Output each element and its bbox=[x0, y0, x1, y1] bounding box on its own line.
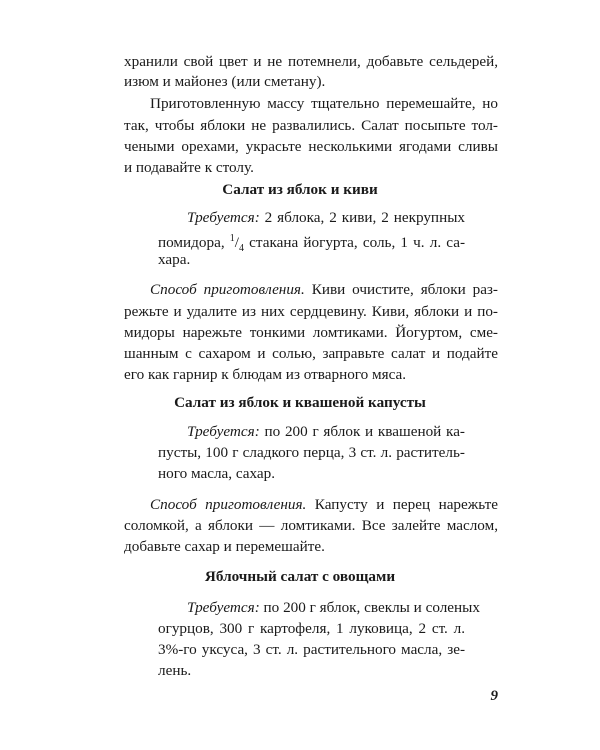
recipe-1-requirements-line-2: помидора, $^1/_4$ стакана йогурта, соль, 1 ч. л. са- bbox=[158, 233, 465, 255]
recipe-1-requirements-line-1: Требуется: 2 яблока, 2 киви, 2 некрупных bbox=[187, 209, 465, 226]
recipe-2-requirements-line-3: ного масла, сахар. bbox=[158, 465, 276, 482]
requirements-label: Требуется: bbox=[187, 209, 260, 226]
recipe-2-title: Салат из яблок и квашеной капусты bbox=[174, 394, 426, 411]
intro-line-6: и подавайте к столу. bbox=[124, 159, 254, 176]
recipe-3-requirements-line-4: лень. bbox=[158, 662, 192, 679]
recipe-2-method-line-1: Способ приготовления. Капусту и перец нарежьте bbox=[150, 496, 498, 513]
method-label: Способ приготовления. bbox=[150, 496, 307, 513]
recipe-1-title: Салат из яблок и киви bbox=[222, 181, 378, 198]
recipe-1-requirements-line-3: хара. bbox=[158, 251, 191, 268]
method-label: Способ приготовления. bbox=[150, 281, 305, 298]
recipe-2-method-line-2: соломкой, а яблоки — ломтиками. Все залейте маслом, bbox=[124, 517, 498, 534]
recipe-3-requirements-line-1: Требуется: по 200 г яблок, свеклы и соленых bbox=[187, 599, 480, 616]
recipe-2-requirements-line-2: пусты, 100 г сладкого перца, 3 ст. л. раститель- bbox=[158, 444, 465, 461]
recipe-3-requirements-line-2: огурцов, 300 г картофеля, 1 луковица, 2 ст. л. bbox=[158, 620, 465, 637]
intro-line-2: изюм и майонез (или сметану). bbox=[124, 73, 326, 90]
recipe-1-method-line-4: шанным с сахаром и солью, заправьте салат и подайте bbox=[124, 345, 498, 362]
recipe-2-requirements-line-1: Требуется: по 200 г яблок и квашеной ка- bbox=[187, 423, 465, 440]
recipe-2-method-line-3: добавьте сахар и перемешайте. bbox=[124, 538, 325, 555]
intro-line-5: чеными орехами, украсьте несколькими ягодами сливы bbox=[124, 138, 498, 155]
recipe-1-method-line-2: режьте и удалите из них сердцевину. Киви, яблоки и по- bbox=[124, 303, 498, 320]
recipe-1-method-line-1: Способ приготовления. Киви очистите, яблоки раз- bbox=[150, 281, 498, 298]
intro-line-3: Приготовленную массу тщательно перемешайте, но bbox=[150, 95, 498, 112]
intro-line-1: хранили свой цвет и не потемнели, добавьте сельдерей, bbox=[124, 53, 498, 70]
recipe-1-method-line-5: его как гарнир к блюдам из отварного мяса. bbox=[124, 366, 407, 383]
fraction-denominator: 4 bbox=[239, 243, 245, 255]
requirements-label: Требуется: bbox=[187, 423, 260, 440]
fraction-numerator: 1 bbox=[229, 233, 235, 244]
recipe-1-method-line-3: мидоры нарежьте тонкими ломтиками. Йогуртом, сме- bbox=[124, 324, 498, 341]
intro-line-4: так, чтобы яблоки не развалились. Салат посыпьте тол- bbox=[124, 117, 498, 134]
recipe-3-requirements-line-3: 3%-го уксуса, 3 ст. л. растительного масла, зе- bbox=[158, 641, 465, 658]
page-number: 9 bbox=[490, 688, 498, 704]
requirements-label: Требуется: bbox=[187, 599, 260, 616]
recipe-3-title: Яблочный салат с овощами bbox=[204, 568, 396, 585]
